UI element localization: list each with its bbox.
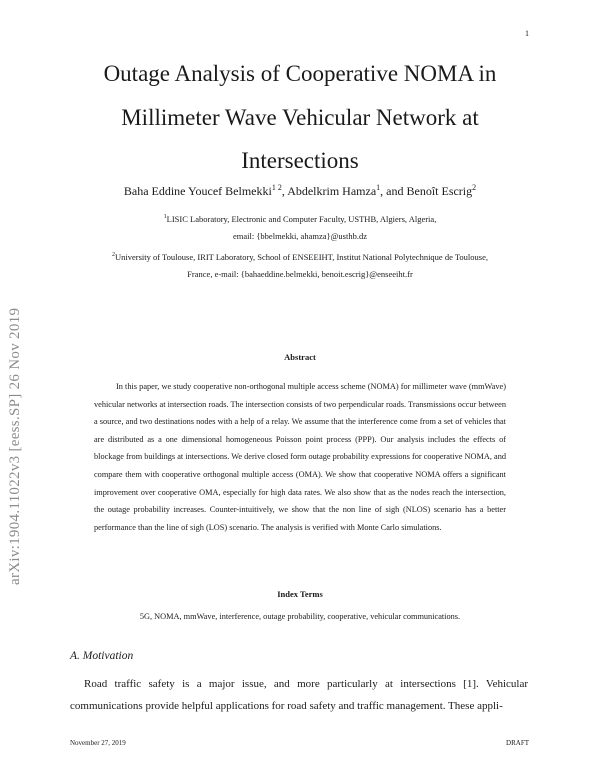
index-terms-heading: Index Terms [277,589,323,599]
page-number: 1 [525,29,529,38]
affiliation-line: University of Toulouse, IRIT Laboratory, School of ENSEEIHT, Institut National Polytechnique de Toulouse, [115,251,488,262]
paper-title: Outage Analysis of Cooperative NOMA in Millimeter Wave Vehicular Network at Intersections [103,61,497,173]
author-separator: , and [380,184,407,198]
footer-status: DRAFT [506,739,529,747]
affiliation-line: LISIC Laboratory, Electronic and Computer Faculty, USTHB, Algiers, Algeria, [166,213,437,224]
affiliation-mark: 1 [163,214,167,220]
abstract-heading: Abstract [284,352,316,362]
affiliation-email: email: {bbelmekki, ahamza}@usthb.dz [232,230,367,241]
index-terms-text: 5G, NOMA, mmWave, interference, outage probability, cooperative, vehicular communications. [139,612,461,621]
author-affiliation-mark: 2 [472,183,477,192]
author-name: Baha Eddine Youcef Belmekki [123,184,272,198]
section-text: Road traffic safety is a major issue, and more particularly at intersections [1]. Vehicular communications provide helpful applications for road safety and traffic management. These appli- [70,678,528,712]
arxiv-stamp: arXiv:1904.11022v3 [eess.SP] 26 Nov 2019 [7,307,23,585]
author-affiliation-mark: 1 [376,183,381,192]
section-heading: A. Motivation [70,650,134,662]
affiliation-mark: 2 [112,252,115,258]
affiliation-email: France, e-mail: {bahaeddine.belmekki, benoit.escrig}@enseeiht.fr [187,268,413,279]
footer-date: November 27, 2019 [70,739,126,747]
affiliation-1 [40,209,560,245]
author-separator: , [281,184,288,198]
author-name: Benoît Escrig [406,184,473,198]
affiliation-2 [40,247,560,283]
author-affiliation-mark: 1 2 [271,183,282,192]
abstract-text: In this paper, we study cooperative non-orthogonal multiple access scheme (NOMA) for millimeter wave (mmWave) vehicular networks at intersection roads. The intersection consists of two perpendicular roads. Transmissions occur between a source, and two destinations nodes with a help of a relay. We assume that the interference come from a set of vehicles that are distributed as a one dimensional homogeneous Poisson point process (PPP). Our analysis includes the effects of blockage from buildings at intersections. We derive closed form outage probability expressions for cooperative NOMA, and compare them with cooperative orthogonal multiple access (OMA). We show that cooperative NOMA offers a significant improvement over cooperative OMA, especially for high data rates. We also show that as the nodes reach the intersection, the outage probability increases. Counter-intuitively, we show that the non line of sigh (NLOS) scenario has a better performance than the line of sigh (LOS) scenario. The analysis is verified with Monte Carlo simulations. [94,382,506,532]
author-name: Abdelkrim Hamza [287,184,377,198]
author-list [70,180,530,199]
